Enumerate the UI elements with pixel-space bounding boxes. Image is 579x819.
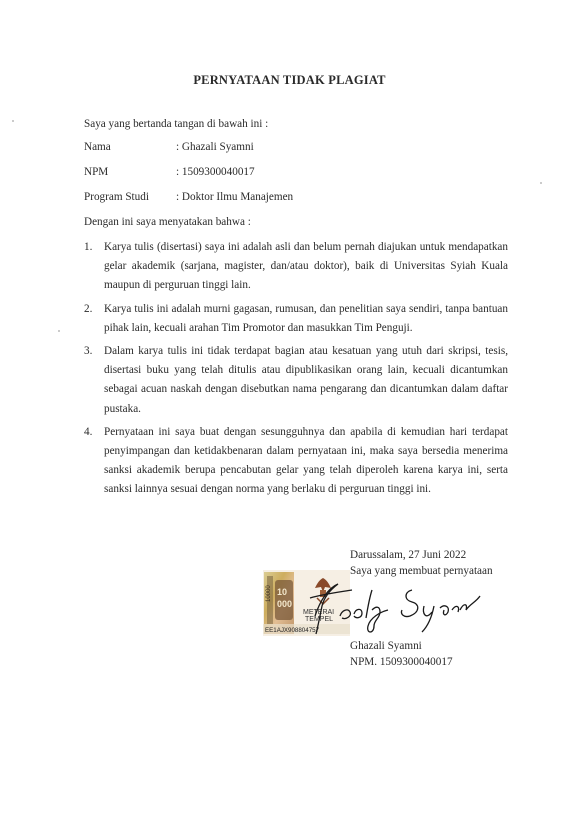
list-item-number: 4. xyxy=(84,425,93,438)
handwritten-signature xyxy=(300,576,490,638)
list-item-text: Karya tulis (disertasi) saya ini adalah asli dan belum pernah diajukan untuk mendapatkan gelar akademik (sarjana, magister, dan/atau doktor), baik di Universitas Syiah Kuala maupun di perguruan tinggi lain. xyxy=(104,241,508,292)
signer-name: Ghazali Syamni xyxy=(350,640,422,652)
stamp-serial: EE1AJX908804757 xyxy=(265,627,320,634)
signer-npm: NPM. 1509300040017 xyxy=(350,656,453,668)
npm-label: NPM xyxy=(84,166,109,178)
statement-intro: Dengan ini saya menyatakan bahwa : xyxy=(84,216,251,228)
program-studi-label: Program Studi xyxy=(84,191,149,203)
scan-speck xyxy=(58,330,60,332)
stamp-amount: 10 xyxy=(277,587,288,597)
stamp-amount-side: 10000 xyxy=(266,585,272,602)
list-item xyxy=(84,238,508,296)
list-item-number: 3. xyxy=(84,345,93,358)
scan-speck xyxy=(12,120,14,122)
list-item-number: 1. xyxy=(84,241,93,253)
list-item-text: Karya tulis ini adalah murni gagasan, rumusan, dan penelitian saya sendiri, tanpa bantuan pihak lain, kecuali arahan Tim Promotor dan masukkan Tim Penguji. xyxy=(104,302,508,334)
list-item-text: Dalam karya tulis ini tidak terdapat bagian atau kesatuan yang utuh dari skripsi, tesis, disertasi buku yang telah ditulis atau dipublikasikan orang lain, kecuali dicantumkan sebagai acuan naskah dengan disebutkan nama pengarang dan dicantumkan dalam daftar pustaka. xyxy=(104,345,508,415)
stamp-label-meterai: METERAI xyxy=(303,609,335,616)
scan-speck xyxy=(540,182,542,184)
list-item-number: 2. xyxy=(84,302,93,315)
program-studi-value: : Doktor Ilmu Manajemen xyxy=(176,191,294,203)
list-item xyxy=(84,423,508,500)
intro-text: Saya yang bertanda tangan di bawah ini : xyxy=(84,118,269,130)
document-title: PERNYATAAN TIDAK PLAGIAT xyxy=(193,73,386,87)
statement-list xyxy=(84,238,508,504)
list-item-text: Pernyataan ini saya buat dengan sesungguhnya dan apabila di kemudian hari terdapat penyimpangan dan ketidakbenaran dalam pernyataan ini, maka saya bersedia menerima sanksi akademik berupa pencabutan gelar yang telah diperoleh karena karya ini, serta sanksi lainnya sesuai dengan norma yang berlaku di perguruan tinggi ini. xyxy=(104,425,508,496)
list-item xyxy=(84,300,508,338)
npm-value: : 1509300040017 xyxy=(176,166,255,178)
stamp-label-tempel: TEMPEL xyxy=(305,616,334,623)
name-label: Nama xyxy=(84,141,111,153)
name-value: : Ghazali Syamni xyxy=(176,141,254,153)
place-date: Darussalam, 27 Juni 2022 xyxy=(350,549,467,561)
list-item xyxy=(84,342,508,419)
svg-text:000: 000 xyxy=(277,599,293,609)
signature-maker-label: Saya yang membuat pernyataan xyxy=(350,565,493,577)
